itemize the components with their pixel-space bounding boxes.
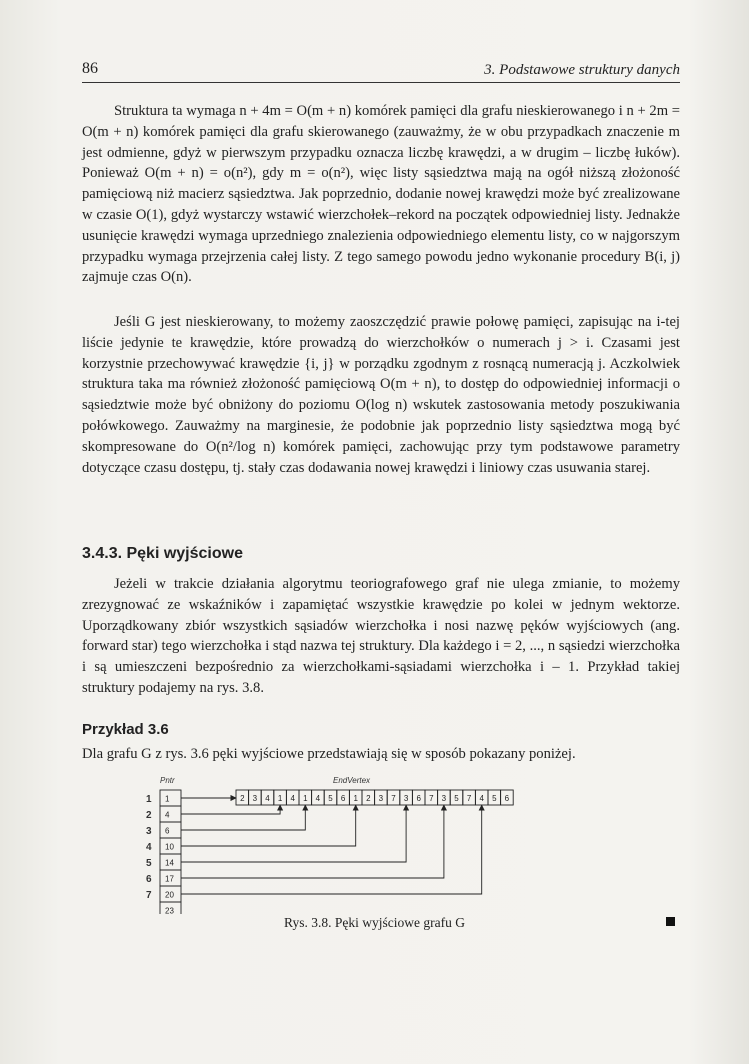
endvertex-value: 4 — [265, 794, 270, 803]
pointer-arrow — [181, 805, 305, 830]
forward-star-figure — [108, 774, 628, 914]
endvertex-value: 6 — [416, 794, 421, 803]
paragraph-2 — [82, 312, 680, 478]
pntr-cell — [160, 790, 181, 806]
endvertex-value: 4 — [290, 794, 295, 803]
endvertex-value: 4 — [479, 794, 484, 803]
pntr-array — [160, 790, 181, 914]
row-label: 6 — [146, 874, 152, 885]
endvertex-value: 7 — [466, 794, 472, 803]
page-number: 86 — [82, 60, 98, 77]
pointer-arrow — [181, 805, 280, 814]
paragraph-text: Jeśli G jest nieskierowany, to możemy zaoszczędzić prawie połowę pamięci, zapisując na i-tej liście jedynie te krawędzie, które prowadzą do wierzchołków o numerach j > i. Czasami jest korzystnie przechowywać krawędzie {i, j} w porządku zgodnym z rosnącą numeracją j. Aczkolwiek struktura taka ma również złożoność pamięciową O(m + n), to dostęp do odpowiedniej informacji o sąsiedztwie może być obniżony do poziomu O(log n) wskutek zastosowania metody poszukiwania połówkowego. Zauważmy na marginesie, że podobnie jak poprzednio listy sąsiedztwa mogą być skompresowane do O(n²/log n) komórek pamięci, zachowując przy tym podstawowe parametry dotyczące czasu dostępu, tj. stały czas dodawania nowej krawędzi i liniowy czas usuwania starej. — [82, 314, 680, 476]
endvertex-value: 5 — [492, 794, 497, 803]
row-label: 7 — [146, 890, 152, 901]
endvertex-value: 6 — [340, 794, 346, 803]
endvertex-value: 3 — [252, 794, 258, 803]
endvertex-value: 7 — [391, 794, 396, 803]
endvertex-value: 3 — [378, 794, 384, 803]
endvertex-value: 2 — [366, 794, 371, 803]
row-labels — [146, 794, 152, 901]
row-label: 3 — [146, 826, 152, 837]
endvertex-value: 5 — [328, 794, 333, 803]
pntr-value: 4 — [165, 810, 170, 820]
pntr-label: Pntr — [160, 776, 175, 785]
pointer-arrow — [181, 805, 482, 894]
row-label: 4 — [146, 842, 152, 853]
pntr-value: 1 — [165, 794, 170, 804]
endvertex-array — [236, 790, 513, 805]
pointer-arrow — [181, 805, 406, 862]
paragraph-text: Dla grafu G z rys. 3.6 pęki wyjściowe przedstawiają się w sposób pokazany poniżej. — [82, 746, 576, 762]
page-header — [82, 60, 680, 83]
pointer-arrow — [181, 805, 444, 878]
pntr-value: 23 — [165, 906, 174, 914]
pntr-value: 17 — [165, 874, 174, 884]
pntr-value: 6 — [165, 826, 170, 836]
endvertex-value: 2 — [240, 794, 245, 803]
paragraph-text: Struktura ta wymaga n + 4m = O(m + n) komórek pamięci dla grafu nieskierowanego i n + 2m = O(m + n) komórek pamięci dla grafu skierowanego (zauważmy, że w obu przypadkach znaczenie m jest odmienne, gdyż w pierwszym przypadku oznacza liczbę krawędzi, a w drugim – liczbę łuków). Ponieważ O(m + n) = o(n²), gdy m = o(n²), więc listy sąsiedztwa mają na ogół niższą złożoność pamięciową niż macierz sąsiedztwa. Jak poprzednio, dodanie nowej krawędzi może być zrealizowane w czasie O(1), gdyż wystarczy wstawić wierzchołek–rekord na początek odpowiedniej listy. Jednakże usunięcie krawędzi wymaga uprzedniego znalezienia odpowiedniego elementu listy, co w najgorszym przypadku wymaga przejrzenia całej listy. Z tego samego powodu jedno wykonanie procedury B(i, j) zajmuje czas O(n). — [82, 103, 680, 286]
endvertex-value: 1 — [303, 794, 308, 803]
paragraph-4 — [82, 744, 680, 765]
end-of-example-mark — [666, 917, 675, 926]
pntr-value: 20 — [165, 890, 174, 900]
endvertex-value: 3 — [403, 794, 409, 803]
pntr-value: 14 — [165, 858, 174, 868]
pntr-cell — [160, 822, 181, 838]
paragraph-text: Jeżeli w trakcie działania algorytmu teoriografowego graf nie ulega zmianie, to możemy zrezygnować ze wskaźników i zapamiętać wszystkie krawędzie po kolei w jednym wektorze. Uporządkowany zbiór wszystkich sąsiadów wierzchołka i nosi nazwę pęków wyjściowych (ang. forward star) tego wierzchołka i stąd nazwa tej struktury. Dla każdego i = 2, ..., n sąsiedzi wierzchołka i są umieszczeni bezpośrednio za wierzchołkami-sąsiadami wierzchołka i – 1. Przykład takiej struktury podajemy na rys. 3.8. — [82, 576, 680, 696]
endvertex-value: 1 — [277, 794, 283, 803]
pntr-cell — [160, 806, 181, 822]
figure-caption: Rys. 3.8. Pęki wyjściowe grafu G — [284, 915, 465, 930]
section-heading: 3.4.3. Pęki wyjściowe — [82, 545, 243, 562]
paragraph-3 — [82, 574, 680, 699]
endvertex-value: 6 — [504, 794, 510, 803]
endvertex-value: 3 — [441, 794, 447, 803]
endvertex-label: EndVertex — [333, 776, 371, 785]
pntr-value: 10 — [165, 842, 174, 852]
endvertex-value: 1 — [353, 794, 358, 803]
row-label: 2 — [146, 810, 152, 821]
row-label: 5 — [146, 858, 152, 869]
pointer-arrows — [181, 798, 482, 894]
row-label: 1 — [146, 794, 152, 805]
paragraph-1 — [82, 101, 680, 288]
endvertex-value: 7 — [429, 794, 434, 803]
chapter-title: 3. Podstawowe struktury danych — [484, 62, 680, 78]
endvertex-value: 4 — [315, 794, 321, 803]
pointer-arrow — [181, 805, 356, 846]
example-heading: Przykład 3.6 — [82, 721, 169, 738]
endvertex-value: 5 — [454, 794, 459, 803]
